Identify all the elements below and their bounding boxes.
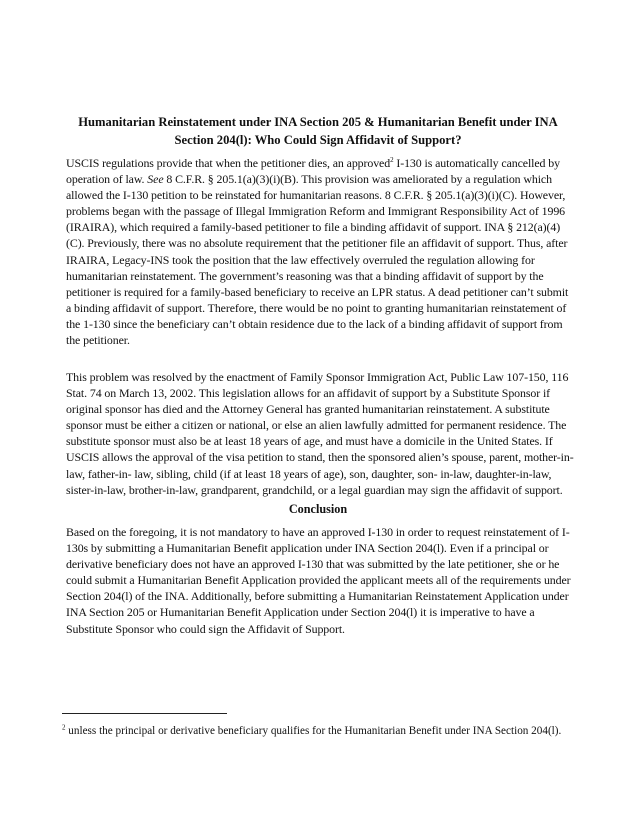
footnote-number: 2	[62, 723, 66, 732]
footnote	[62, 724, 562, 739]
footnote-divider	[62, 713, 227, 714]
body-paragraph	[66, 155, 574, 348]
paragraph-text: I-130 is automatically cancelled by operation of law.	[66, 156, 560, 187]
paragraph-text: 8 C.F.R. § 205.1(a)(3)(i)(B). This provision was ameliorated by a regulation which allowed the I-130 petition to be reinstated for humanitarian reasons. 8 C.F.R. § 205.1(a)(3)(i)(C). However, problems began with the passage of Illegal Immigration Reform and Immigrant Responsibility Act of 1996 (IRAIRA), which required a family-based petitioner to file a binding affidavit of support. INA § 212(a)(4)(C). Previously, there was no absolute requirement that the petitioner file an affidavit of support. Thus, after IRAIRA, Legacy-INS took the position that the law effectively overruled the regulation allowing for humanitarian reinstatement. The government’s reasoning was that a binding affidavit of support by the petitioner is required for a family-based beneficiary to receive an LPR status. A dead petitioner can’t submit a binding affidavit of support. Therefore, there would be no point to granting humanitarian reinstatement of the 1-130 since the beneficiary can’t obtain residence due to the lack of a binding affidavit of support from the petitioner.	[66, 172, 569, 348]
body-paragraph: This problem was resolved by the enactment of Family Sponsor Immigration Act, Public Law 107-150, 116 Stat. 74 on March 13, 2002. This legislation allows for an affidavit of support by a Substitute Sponsor if original sponsor has died and the Attorney General has granted humanitarian reinstatement. A substitute sponsor must be either a citizen or national, or else an alien lawfully admitted for permanent residence. The substitute sponsor must also be at least 18 years of age, and must have a domicile in the United States. If USCIS allows the approval of the visa petition to stand, then the sponsored alien’s spouse, parent, mother-in-law, father-in- law, sibling, child (if at least 18 years of age), son, daughter, son- in-law, daughter-in-law, sister-in-law, brother-in-law, grandparent, grandchild, or a legal guardian may sign the affidavit of support.	[66, 370, 574, 497]
footnote-reference: 2	[390, 156, 394, 165]
citation-signal: See	[147, 172, 164, 187]
paragraph-text: USCIS regulations provide that when the petitioner dies, an approved	[66, 156, 391, 170]
section-heading: Conclusion	[288, 502, 348, 516]
body-paragraph: Based on the foregoing, it is not mandatory to have an approved I-130 in order to request reinstatement of I-130s by submitting a Humanitarian Benefit application under INA Section 204(l). Even if a principal or derivative beneficiary does not have an approved I-130 that was submitted by the late petitioner, she or he could submit a Humanitarian Benefit Application provided the applicant meets all of the requirements under Section 204(l) of the INA. Additionally, before submitting a Humanitarian Reinstatement Application under INA Section 205 or Humanitarian Benefit Application under Section 204(l) it is imperative to have a Substitute Sponsor who could sign the Affidavit of Support.	[66, 525, 571, 636]
footnote-text: unless the principal or derivative beneficiary qualifies for the Humanitarian Benefit under INA Section 204(l).	[65, 725, 562, 737]
page-title: Humanitarian Reinstatement under INA Section 205 & Humanitarian Benefit under INA Section 204(l): Who Could Sign Affidavit of Support?	[78, 115, 558, 147]
